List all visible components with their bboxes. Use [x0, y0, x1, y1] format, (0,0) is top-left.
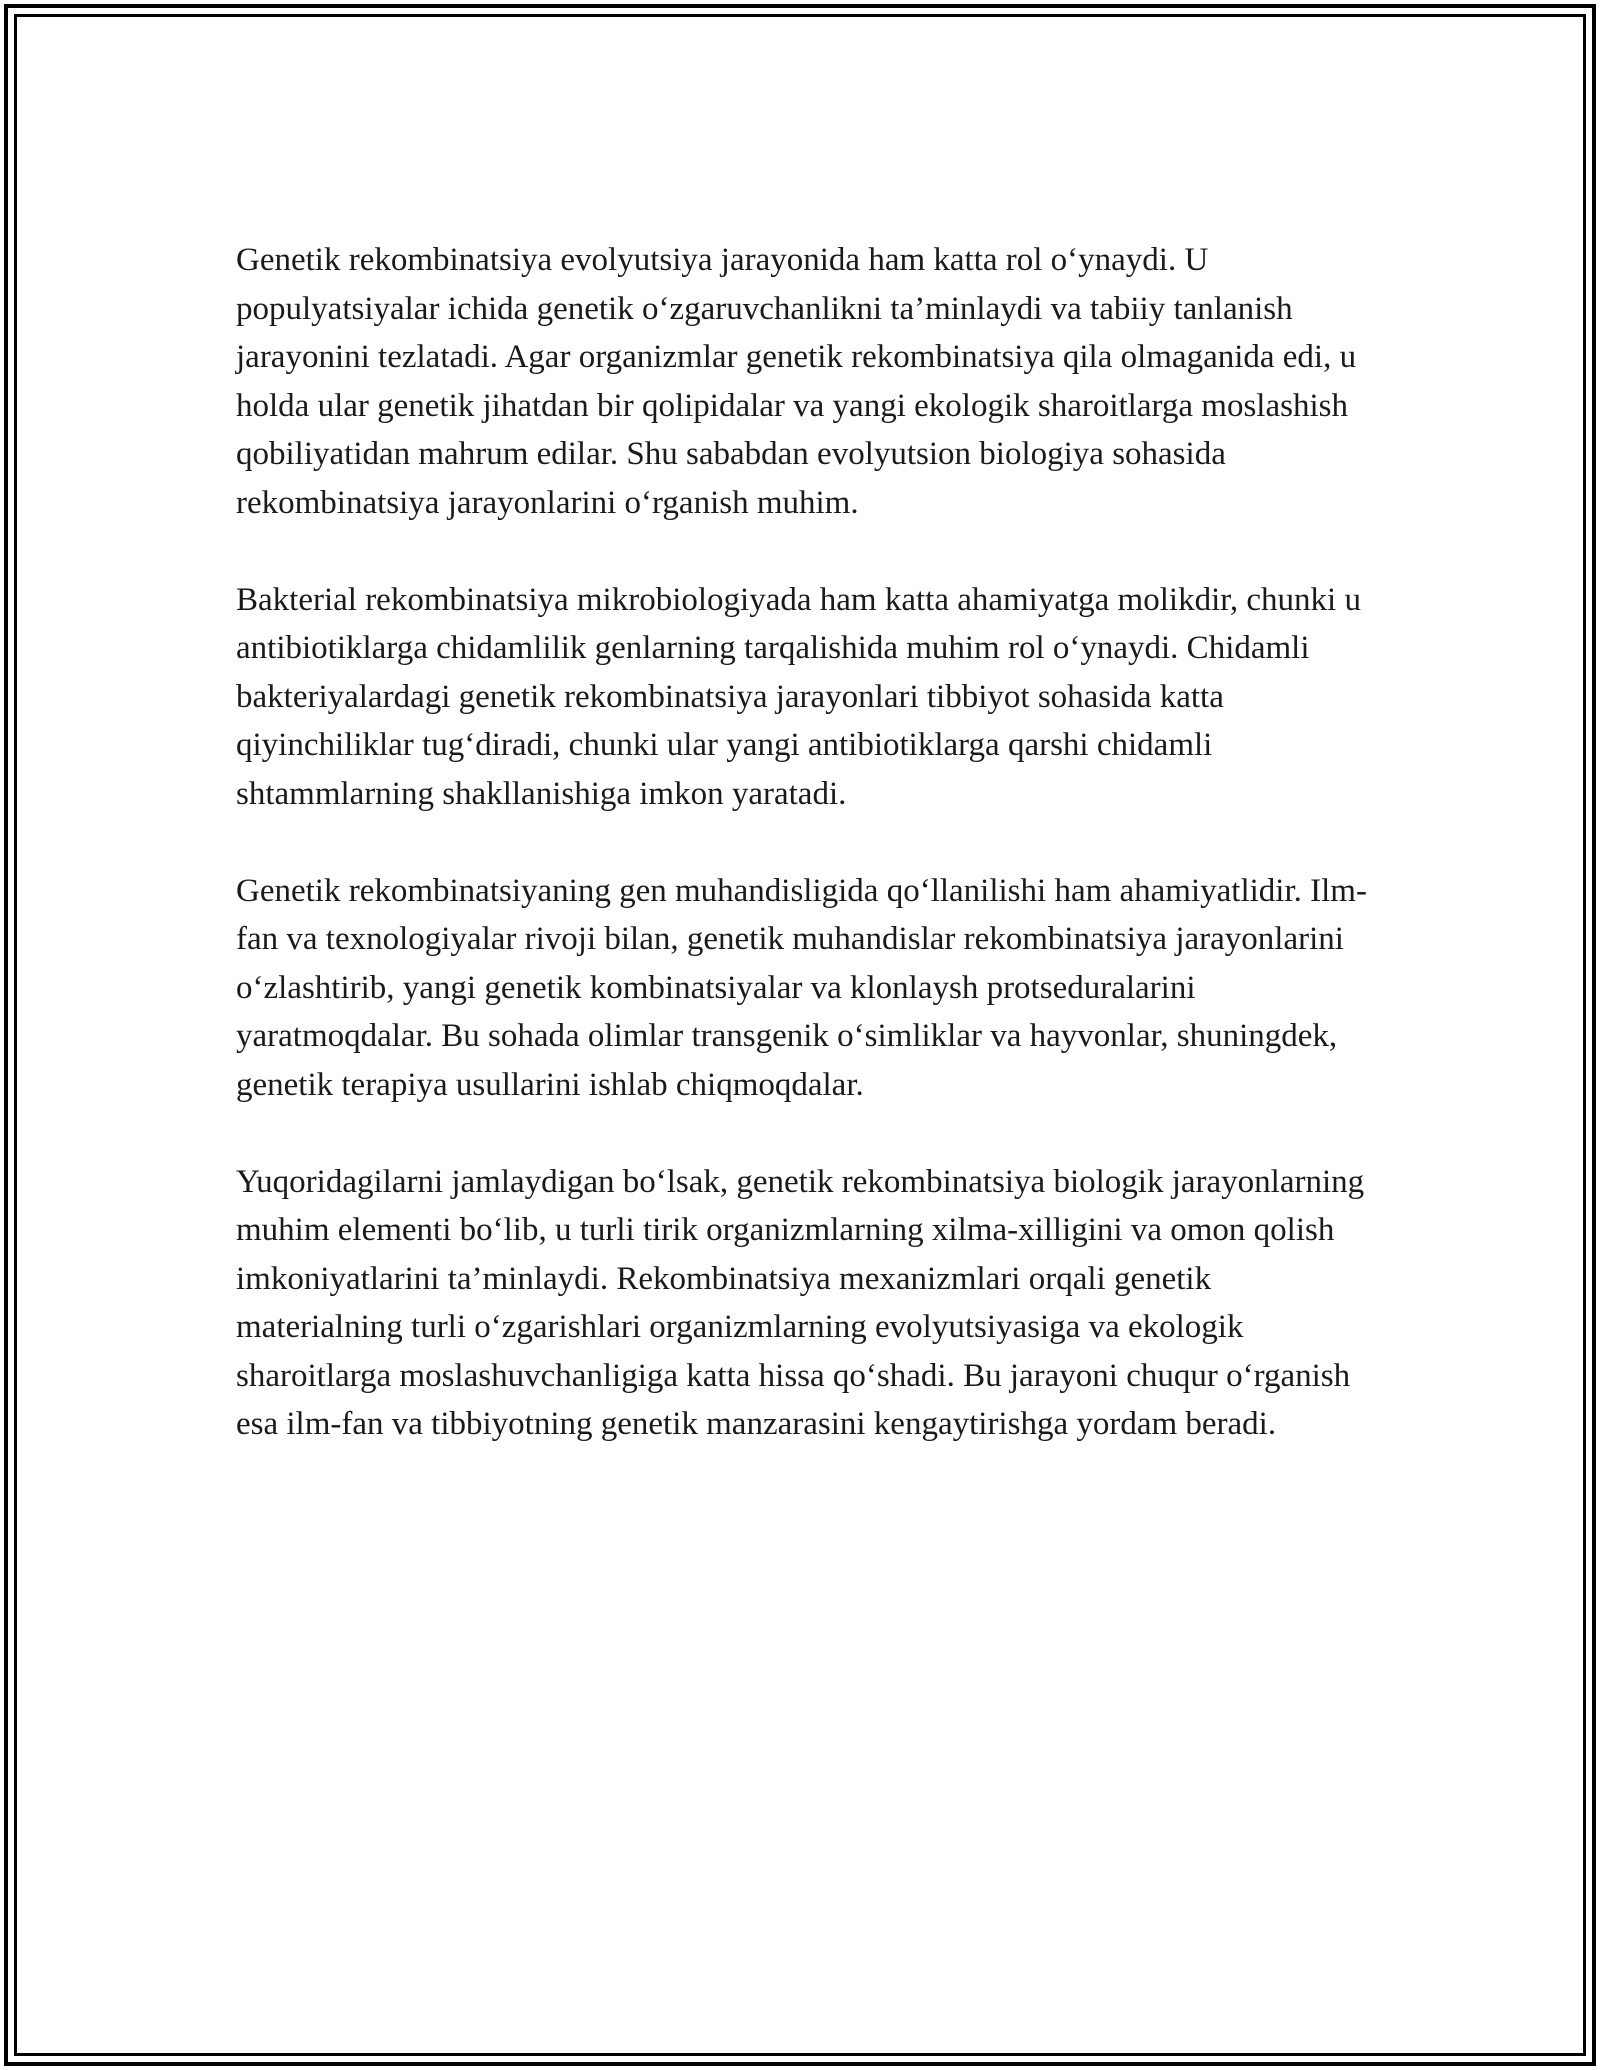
- paragraph-bacterial-recombination: Bakterial rekombinatsiya mikrobiologiyada ham katta ahamiyatga molikdir, chunki u antibiotiklarga chidamlilik genlarning tarqalishida muhim rol o‘ynaydi. Chidamli bakteriyalardagi genetik rekombinatsiya jarayonlari tibbiyot sohasida katta qiyinchiliklar tug‘diradi, chunki ular yangi antibiotiklarga qarshi chidamli shtammlarning shakllanishiga imkon yaratadi.: [236, 581, 1361, 812]
- document-body: [236, 236, 1386, 1497]
- paragraph-genetic-engineering: Genetik rekombinatsiyaning gen muhandisligida qo‘llanilishi ham ahamiyatlidir. Ilm-fan va texnologiyalar rivoji bilan, genetik muhandislar rekombinatsiya jarayonlarini o‘zlashtirib, yangi genetik kombinatsiyalar va klonlaysh protseduralarini yaratmoqdalar. Bu sohada olimlar transgenik o‘simliklar va hayvonlar, shuningdek, genetik terapiya usullarini ishlab chiqmoqdalar.: [236, 872, 1367, 1103]
- paragraph-evolution: Genetik rekombinatsiya evolyutsiya jarayonida ham katta rol o‘ynaydi. U populyatsiyalar ichida genetik o‘zgaruvchanlikni ta’minlaydi va tabiiy tanlanish jarayonini tezlatadi. Agar organizmlar genetik rekombinatsiya qila olmaganida edi, u holda ular genetik jihatdan bir qolipidalar va yangi ekologik sharoitlarga moslashish qobiliyatidan mahrum edilar. Shu sababdan evolyutsion biologiya sohasida rekombinatsiya jarayonlarini o‘rganish muhim.: [236, 242, 1357, 521]
- paragraph-conclusion: Yuqoridagilarni jamlaydigan bo‘lsak, genetik rekombinatsiya biologik jarayonlarning muhim elementi bo‘lib, u turli tirik organizmlarning xilma-xilligini va omon qolish imkoniyatlarini ta’minlaydi. Rekombinatsiya mexanizmlari orqali genetik materialning turli o‘zgarishlari organizmlarning evolyutsiyasiga va ekologik sharoitlarga moslashuvchanligiga katta hissa qo‘shadi. Bu jarayoni chuqur o‘rganish esa ilm-fan va tibbiyotning genetik manzarasini kengaytirishga yordam beradi.: [236, 1163, 1365, 1442]
